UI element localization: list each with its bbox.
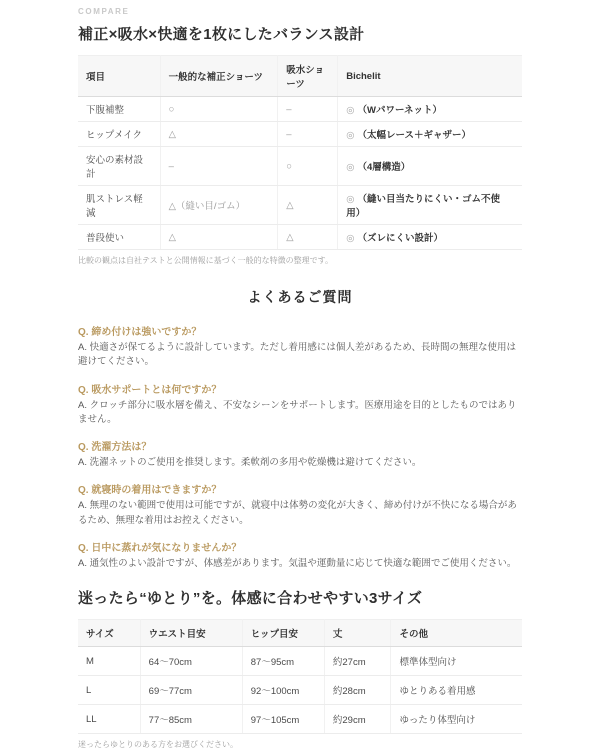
compare-eyebrow: COMPARE: [78, 7, 130, 16]
table-row: [78, 676, 522, 705]
bichelit-detail: （ズレにくい設計）: [357, 233, 444, 244]
column-header: ウエスト目安: [140, 620, 242, 647]
faq-question: Q. 日中に蒸れが気になりませんか？: [78, 542, 242, 554]
faq-item: [78, 481, 522, 528]
general-shorts-cell: △: [160, 122, 278, 147]
item-name-cell: 下腹補整: [78, 97, 160, 122]
size-cell: L: [78, 676, 140, 705]
item-name-cell: 普段使い: [78, 225, 160, 250]
general-shorts-cell: △（縫い目/ゴム）: [160, 186, 278, 225]
column-header: Bichelit: [338, 56, 522, 97]
bichelit-detail: （Wパワーネット）: [357, 105, 443, 116]
general-shorts-cell: △: [160, 225, 278, 250]
faq-answer: A. 快適さが保てるように設計しています。ただし着用感には個人差があるため、長時間の無理な使用は避けてください。: [78, 342, 516, 368]
double-circle-mark: ◎: [346, 130, 355, 141]
faq-item: [78, 438, 522, 470]
column-header: 項目: [78, 56, 160, 97]
size-cell: M: [78, 647, 140, 676]
hip-cell: 92〜100cm: [242, 676, 324, 705]
size-cell: LL: [78, 705, 140, 734]
table-row: [78, 147, 522, 186]
faq-question: Q. 就寝時の着用はできますか？: [78, 485, 222, 497]
bichelit-cell: [338, 122, 522, 147]
length-cell: 約28cm: [324, 676, 391, 705]
column-header: 丈: [324, 620, 391, 647]
length-cell: 約29cm: [324, 705, 391, 734]
size-section-title: 迷ったら“ゆとり”を。体感に合わせやすい3サイズ: [78, 590, 423, 607]
double-circle-mark: ◎: [346, 162, 355, 173]
bichelit-cell: [338, 186, 522, 225]
faq-answer: A. 洗濯ネットのご使用を推奨します。柔軟剤の多用や乾燥機は避けてください。: [78, 457, 422, 468]
bichelit-cell: [338, 97, 522, 122]
table-row: [78, 97, 522, 122]
size-table-header-row: [78, 620, 522, 647]
column-header: 吸水ショーツ: [278, 56, 338, 97]
faq-answer: A. 無理のない範囲で使用は可能ですが、就寝中は体勢の変化が大きく、締め付けが不快になる場合があるため、無理な着用はお控えください。: [78, 500, 517, 526]
general-shorts-cell: ○: [160, 97, 278, 122]
column-header: サイズ: [78, 620, 140, 647]
faq-answer: A. クロッチ部分に吸水層を備え、不安なシーンをサポートします。医療用途を目的としたものではありません。: [78, 399, 517, 425]
bichelit-cell: [338, 147, 522, 186]
column-header: ヒップ目安: [242, 620, 324, 647]
item-name-cell: ヒップメイク: [78, 122, 160, 147]
column-header: その他: [391, 620, 522, 647]
absorbent-shorts-cell: –: [278, 122, 338, 147]
item-name-cell: 肌ストレス軽減: [78, 186, 160, 225]
faq-item: [78, 381, 522, 428]
compare-section-title: 補正×吸水×快適を1枚にしたバランス設計: [78, 26, 365, 43]
compare-table: [78, 55, 522, 250]
other-cell: 標準体型向け: [391, 647, 522, 676]
faq-question: Q. 洗濯方法は？: [78, 442, 152, 453]
absorbent-shorts-cell: △: [278, 225, 338, 250]
compare-table-note: 比較の観点は自社テストと公開情報に基づく一般的な特徴の整理です。: [78, 256, 334, 265]
hip-cell: 87〜95cm: [242, 647, 324, 676]
faq-item: [78, 323, 522, 370]
table-row: [78, 647, 522, 676]
hip-cell: 97〜105cm: [242, 705, 324, 734]
other-cell: ゆとりある着用感: [391, 676, 522, 705]
bichelit-detail: （太幅レース＋ギャザー）: [357, 130, 472, 141]
bichelit-cell: [338, 225, 522, 250]
size-section: [78, 587, 522, 750]
table-row: [78, 186, 522, 225]
double-circle-mark: ◎: [346, 194, 355, 205]
column-header: 一般的な補正ショーツ: [160, 56, 278, 97]
table-row: [78, 122, 522, 147]
size-table: [78, 619, 522, 734]
waist-cell: 64〜70cm: [140, 647, 242, 676]
double-circle-mark: ◎: [346, 105, 355, 116]
absorbent-shorts-cell: △: [278, 186, 338, 225]
waist-cell: 77〜85cm: [140, 705, 242, 734]
faq-item: [78, 539, 522, 571]
other-cell: ゆったり体型向け: [391, 705, 522, 734]
faq-question: Q. 吸水サポートとは何ですか？: [78, 384, 222, 396]
item-name-cell: 安心の素材設計: [78, 147, 160, 186]
faq-question: Q. 締め付けは強いですか？: [78, 327, 202, 338]
compare-table-header-row: [78, 56, 522, 97]
absorbent-shorts-cell: –: [278, 97, 338, 122]
faq-list: [78, 323, 522, 571]
bichelit-detail: （4層構造）: [357, 162, 411, 173]
faq-section-title: よくあるご質問: [247, 289, 353, 305]
size-table-note: 迷ったらゆとりのある方をお選びください。: [78, 740, 238, 749]
faq-answer: A. 通気性のよい設計ですが、体感差があります。気温や運動量に応じて快適な範囲でご使用ください。: [78, 557, 517, 569]
absorbent-shorts-cell: ○: [278, 147, 338, 186]
double-circle-mark: ◎: [346, 233, 355, 244]
bichelit-detail: （縫い目当たりにくい・ゴム不使用）: [346, 194, 501, 219]
length-cell: 約27cm: [324, 647, 391, 676]
general-shorts-cell: –: [160, 147, 278, 186]
table-row: [78, 225, 522, 250]
waist-cell: 69〜77cm: [140, 676, 242, 705]
table-row: [78, 705, 522, 734]
